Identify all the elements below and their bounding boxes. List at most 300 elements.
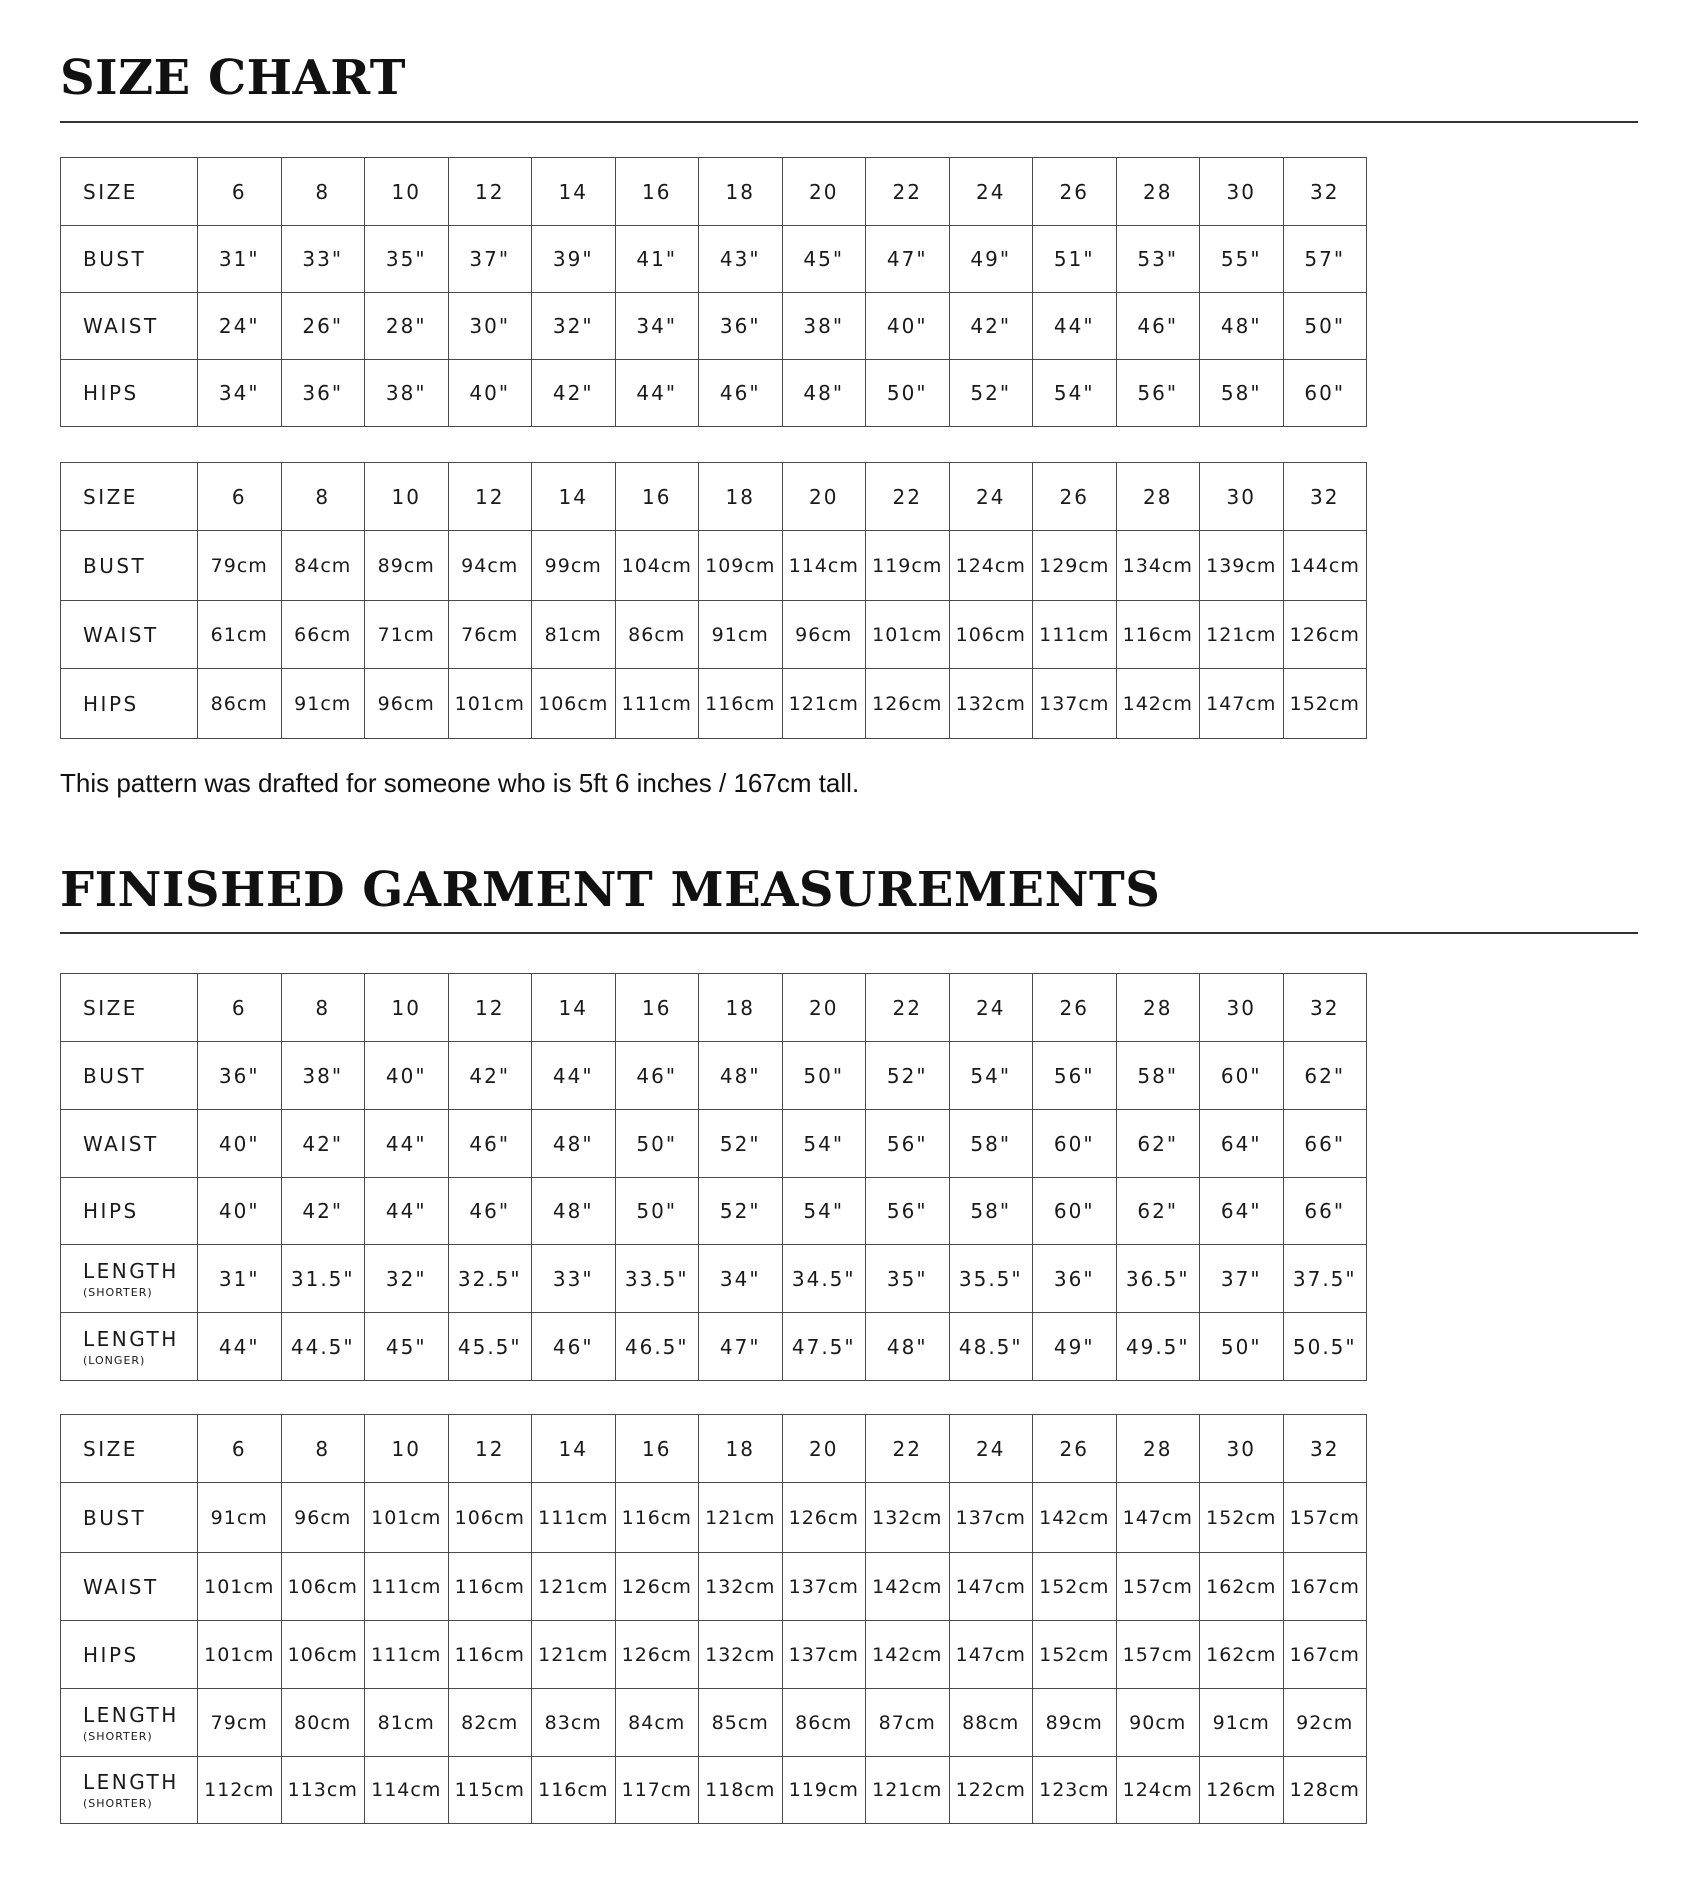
measurement-cell: 87cm <box>866 1689 950 1757</box>
measurement-cell: 91cm <box>699 601 783 669</box>
measurement-cell: 42" <box>448 1042 532 1110</box>
measurement-cell: 50" <box>866 360 950 427</box>
size-header-cell: 14 <box>532 974 616 1042</box>
size-header-cell: 8 <box>281 158 365 226</box>
measurement-cell: 49" <box>1033 1313 1117 1381</box>
row-label-cell <box>61 1042 198 1110</box>
measurement-cell: 82cm <box>448 1689 532 1757</box>
row-sublabel: (SHORTER) <box>83 1285 153 1299</box>
size-header-cell: 8 <box>281 1415 365 1483</box>
measurement-cell: 56" <box>866 1110 950 1178</box>
measurement-cell: 124cm <box>1116 1757 1200 1824</box>
measurement-cell: 96cm <box>365 669 449 739</box>
measurement-cell: 50" <box>1200 1313 1284 1381</box>
measurement-cell: 101cm <box>365 1483 449 1553</box>
measurement-cell: 46" <box>699 360 783 427</box>
size-header-cell: 30 <box>1200 1415 1284 1483</box>
measurement-cell: 56" <box>1116 360 1200 427</box>
size-header-cell: 6 <box>198 1415 282 1483</box>
measurement-cell: 142cm <box>866 1553 950 1621</box>
measurement-cell: 167cm <box>1283 1621 1367 1689</box>
size-label: SIZE <box>61 974 198 1042</box>
size-header-cell: 20 <box>782 974 866 1042</box>
row-label-cell <box>61 1313 198 1381</box>
measurement-cell: 80cm <box>281 1689 365 1757</box>
measurement-row <box>61 1313 1367 1381</box>
measurement-cell: 116cm <box>532 1757 616 1824</box>
measurement-cell: 106cm <box>281 1553 365 1621</box>
measurement-cell: 101cm <box>198 1553 282 1621</box>
size-header-cell: 24 <box>949 974 1033 1042</box>
measurement-cell: 101cm <box>198 1621 282 1689</box>
measurement-cell: 46.5" <box>615 1313 699 1381</box>
measurement-cell: 86cm <box>782 1689 866 1757</box>
measurement-cell: 40" <box>198 1178 282 1245</box>
measurement-row <box>61 669 1367 739</box>
measurement-cell: 123cm <box>1033 1757 1117 1824</box>
size-header-row <box>61 158 1367 226</box>
size-header-cell: 20 <box>782 463 866 531</box>
measurement-cell: 44" <box>615 360 699 427</box>
measurement-cell: 58" <box>949 1178 1033 1245</box>
size-header-cell: 8 <box>281 974 365 1042</box>
measurement-cell: 36" <box>198 1042 282 1110</box>
measurement-cell: 106cm <box>532 669 616 739</box>
measurement-cell: 42" <box>532 360 616 427</box>
measurement-cell: 126cm <box>1283 601 1367 669</box>
row-label-cell <box>61 1553 198 1621</box>
measurement-cell: 66" <box>1283 1110 1367 1178</box>
size-chart-metric-table <box>60 462 1367 739</box>
measurement-cell: 50" <box>615 1110 699 1178</box>
measurement-cell: 34" <box>198 360 282 427</box>
size-label: SIZE <box>61 158 198 226</box>
measurement-cell: 60" <box>1283 360 1367 427</box>
measurement-row <box>61 531 1367 601</box>
measurement-cell: 28" <box>365 293 449 360</box>
row-sublabel: (LONGER) <box>83 1353 146 1367</box>
measurement-cell: 101cm <box>866 601 950 669</box>
measurement-cell: 122cm <box>949 1757 1033 1824</box>
measurement-cell: 45.5" <box>448 1313 532 1381</box>
size-header-cell: 16 <box>615 463 699 531</box>
size-header-cell: 16 <box>615 158 699 226</box>
size-header-row <box>61 463 1367 531</box>
measurement-cell: 44" <box>532 1042 616 1110</box>
size-header-row <box>61 1415 1367 1483</box>
measurement-cell: 115cm <box>448 1757 532 1824</box>
measurement-cell: 39" <box>532 226 616 293</box>
measurement-cell: 126cm <box>782 1483 866 1553</box>
measurement-cell: 40" <box>365 1042 449 1110</box>
measurement-row <box>61 1553 1367 1621</box>
measurement-cell: 35.5" <box>949 1245 1033 1313</box>
measurement-row <box>61 293 1367 360</box>
measurement-cell: 111cm <box>1033 601 1117 669</box>
measurement-cell: 44" <box>1033 293 1117 360</box>
measurement-cell: 94cm <box>448 531 532 601</box>
row-label: HIPS <box>83 381 139 405</box>
finished-metric-table <box>60 1414 1367 1824</box>
measurement-cell: 44" <box>365 1110 449 1178</box>
size-header-cell: 26 <box>1033 1415 1117 1483</box>
measurement-cell: 106cm <box>448 1483 532 1553</box>
measurement-cell: 126cm <box>1200 1757 1284 1824</box>
measurement-cell: 48.5" <box>949 1313 1033 1381</box>
size-label: SIZE <box>61 463 198 531</box>
size-header-cell: 6 <box>198 158 282 226</box>
measurement-row <box>61 1757 1367 1824</box>
measurement-cell: 83cm <box>532 1689 616 1757</box>
measurement-cell: 104cm <box>615 531 699 601</box>
measurement-cell: 126cm <box>866 669 950 739</box>
size-header-row <box>61 974 1367 1042</box>
measurement-cell: 167cm <box>1283 1553 1367 1621</box>
measurement-cell: 49.5" <box>1116 1313 1200 1381</box>
measurement-cell: 48" <box>699 1042 783 1110</box>
measurement-row <box>61 601 1367 669</box>
measurement-cell: 32" <box>365 1245 449 1313</box>
measurement-row <box>61 1245 1367 1313</box>
measurement-cell: 48" <box>782 360 866 427</box>
size-header-cell: 32 <box>1283 1415 1367 1483</box>
measurement-cell: 137cm <box>782 1621 866 1689</box>
measurement-cell: 137cm <box>1033 669 1117 739</box>
measurement-cell: 81cm <box>365 1689 449 1757</box>
measurement-cell: 91cm <box>281 669 365 739</box>
size-header-cell: 14 <box>532 158 616 226</box>
size-header-cell: 22 <box>866 974 950 1042</box>
size-header-cell: 12 <box>448 463 532 531</box>
measurement-cell: 91cm <box>198 1483 282 1553</box>
measurement-cell: 52" <box>699 1178 783 1245</box>
measurement-cell: 124cm <box>949 531 1033 601</box>
size-header-cell: 12 <box>448 158 532 226</box>
size-header-cell: 16 <box>615 974 699 1042</box>
row-label: HIPS <box>83 1199 139 1223</box>
row-label: LENGTH <box>83 1258 179 1283</box>
pattern-height-note: This pattern was drafted for someone who is 5ft 6 inches / 167cm tall. <box>60 768 860 798</box>
measurement-cell: 36" <box>1033 1245 1117 1313</box>
measurement-cell: 111cm <box>532 1483 616 1553</box>
size-header-cell: 22 <box>866 463 950 531</box>
size-header-cell: 28 <box>1116 463 1200 531</box>
measurement-cell: 121cm <box>866 1757 950 1824</box>
row-label: WAIST <box>83 1574 159 1599</box>
size-header-cell: 18 <box>699 463 783 531</box>
measurement-cell: 147cm <box>1200 669 1284 739</box>
measurement-cell: 56" <box>1033 1042 1117 1110</box>
measurement-cell: 38" <box>782 293 866 360</box>
measurement-cell: 114cm <box>365 1757 449 1824</box>
measurement-cell: 54" <box>782 1178 866 1245</box>
size-header-cell: 10 <box>365 1415 449 1483</box>
measurement-cell: 49" <box>949 226 1033 293</box>
measurement-cell: 42" <box>949 293 1033 360</box>
size-header-cell: 8 <box>281 463 365 531</box>
measurement-cell: 57" <box>1283 226 1367 293</box>
row-sublabel: (SHORTER) <box>83 1729 153 1743</box>
size-header-cell: 18 <box>699 158 783 226</box>
measurement-cell: 47" <box>699 1313 783 1381</box>
size-header-cell: 30 <box>1200 463 1284 531</box>
size-header-cell: 6 <box>198 463 282 531</box>
measurement-cell: 157cm <box>1283 1483 1367 1553</box>
measurement-cell: 45" <box>365 1313 449 1381</box>
size-header-cell: 28 <box>1116 1415 1200 1483</box>
size-header-cell: 12 <box>448 1415 532 1483</box>
measurement-cell: 42" <box>281 1178 365 1245</box>
measurement-cell: 142cm <box>866 1621 950 1689</box>
measurement-cell: 144cm <box>1283 531 1367 601</box>
size-header-cell: 28 <box>1116 974 1200 1042</box>
measurement-cell: 45" <box>782 226 866 293</box>
measurement-cell: 142cm <box>1116 669 1200 739</box>
measurement-cell: 52" <box>699 1110 783 1178</box>
measurement-cell: 101cm <box>448 669 532 739</box>
size-chart-title: SIZE CHART <box>60 50 407 106</box>
row-label-cell <box>61 1245 198 1313</box>
measurement-cell: 119cm <box>866 531 950 601</box>
measurement-row <box>61 226 1367 293</box>
row-sublabel: (SHORTER) <box>83 1797 153 1810</box>
size-header-cell: 16 <box>615 1415 699 1483</box>
measurement-cell: 44" <box>365 1178 449 1245</box>
measurement-cell: 113cm <box>281 1757 365 1824</box>
row-label-cell <box>61 1757 198 1824</box>
measurement-cell: 114cm <box>782 531 866 601</box>
measurement-cell: 37" <box>448 226 532 293</box>
measurement-cell: 43" <box>699 226 783 293</box>
measurement-cell: 46" <box>1116 293 1200 360</box>
size-header-cell: 6 <box>198 974 282 1042</box>
measurement-cell: 99cm <box>532 531 616 601</box>
measurement-cell: 31" <box>198 226 282 293</box>
measurement-cell: 111cm <box>365 1553 449 1621</box>
measurement-cell: 152cm <box>1033 1621 1117 1689</box>
row-label-cell <box>61 1689 198 1757</box>
row-label: LENGTH <box>83 1770 179 1794</box>
measurement-cell: 47" <box>866 226 950 293</box>
measurement-cell: 35" <box>866 1245 950 1313</box>
measurement-cell: 91cm <box>1200 1689 1284 1757</box>
measurement-cell: 106cm <box>281 1621 365 1689</box>
measurement-cell: 85cm <box>699 1689 783 1757</box>
measurement-cell: 42" <box>281 1110 365 1178</box>
measurement-cell: 47.5" <box>782 1313 866 1381</box>
measurement-cell: 121cm <box>532 1621 616 1689</box>
row-label: BUST <box>83 553 147 578</box>
measurement-cell: 51" <box>1033 226 1117 293</box>
size-header-cell: 22 <box>866 1415 950 1483</box>
measurement-cell: 46" <box>615 1042 699 1110</box>
size-header-cell: 18 <box>699 974 783 1042</box>
size-chart-divider <box>60 121 1638 123</box>
measurement-row <box>61 1110 1367 1178</box>
measurement-cell: 31.5" <box>281 1245 365 1313</box>
row-label: BUST <box>83 1505 147 1530</box>
measurement-cell: 88cm <box>949 1689 1033 1757</box>
measurement-cell: 50" <box>615 1178 699 1245</box>
measurement-cell: 162cm <box>1200 1553 1284 1621</box>
measurement-cell: 46" <box>448 1178 532 1245</box>
finished-imperial-table <box>60 973 1367 1381</box>
measurement-cell: 26" <box>281 293 365 360</box>
size-header-cell: 10 <box>365 974 449 1042</box>
measurement-cell: 79cm <box>198 1689 282 1757</box>
measurement-cell: 121cm <box>532 1553 616 1621</box>
size-header-cell: 14 <box>532 463 616 531</box>
row-label-cell <box>61 1178 198 1245</box>
measurement-cell: 81cm <box>532 601 616 669</box>
size-header-cell: 26 <box>1033 463 1117 531</box>
measurement-cell: 37.5" <box>1283 1245 1367 1313</box>
measurement-cell: 96cm <box>281 1483 365 1553</box>
row-label-cell <box>61 531 198 601</box>
size-header-cell: 32 <box>1283 974 1367 1042</box>
measurement-cell: 36" <box>281 360 365 427</box>
measurement-cell: 38" <box>281 1042 365 1110</box>
measurement-cell: 60" <box>1033 1178 1117 1245</box>
row-label: HIPS <box>83 691 139 716</box>
measurement-cell: 76cm <box>448 601 532 669</box>
measurement-cell: 40" <box>198 1110 282 1178</box>
size-header-cell: 10 <box>365 158 449 226</box>
measurement-cell: 79cm <box>198 531 282 601</box>
measurement-cell: 54" <box>1033 360 1117 427</box>
measurement-cell: 132cm <box>699 1621 783 1689</box>
measurement-cell: 53" <box>1116 226 1200 293</box>
measurement-cell: 36.5" <box>1116 1245 1200 1313</box>
measurement-row <box>61 1178 1367 1245</box>
measurement-cell: 152cm <box>1200 1483 1284 1553</box>
measurement-cell: 36" <box>699 293 783 360</box>
row-label-cell <box>61 226 198 293</box>
row-label: LENGTH <box>83 1702 179 1727</box>
measurement-cell: 40" <box>448 360 532 427</box>
measurement-cell: 64" <box>1200 1110 1284 1178</box>
measurement-cell: 116cm <box>699 669 783 739</box>
measurement-cell: 147cm <box>949 1621 1033 1689</box>
measurement-cell: 117cm <box>615 1757 699 1824</box>
measurement-cell: 84cm <box>281 531 365 601</box>
row-label-cell <box>61 360 198 427</box>
measurement-cell: 121cm <box>1200 601 1284 669</box>
measurement-cell: 134cm <box>1116 531 1200 601</box>
measurement-cell: 58" <box>949 1110 1033 1178</box>
measurement-cell: 111cm <box>615 669 699 739</box>
measurement-cell: 106cm <box>949 601 1033 669</box>
measurement-cell: 64" <box>1200 1178 1284 1245</box>
measurement-cell: 60" <box>1200 1042 1284 1110</box>
measurement-cell: 58" <box>1200 360 1284 427</box>
measurement-cell: 86cm <box>198 669 282 739</box>
measurement-cell: 118cm <box>699 1757 783 1824</box>
size-header-cell: 32 <box>1283 158 1367 226</box>
measurement-cell: 126cm <box>615 1621 699 1689</box>
measurement-row <box>61 1042 1367 1110</box>
measurement-cell: 121cm <box>782 669 866 739</box>
measurement-cell: 41" <box>615 226 699 293</box>
measurement-row <box>61 1483 1367 1553</box>
size-header-cell: 20 <box>782 1415 866 1483</box>
row-label: WAIST <box>83 622 159 647</box>
measurement-cell: 48" <box>866 1313 950 1381</box>
size-header-cell: 14 <box>532 1415 616 1483</box>
row-label-cell <box>61 293 198 360</box>
measurement-cell: 24" <box>198 293 282 360</box>
measurement-cell: 89cm <box>1033 1689 1117 1757</box>
size-header-cell: 32 <box>1283 463 1367 531</box>
measurement-cell: 33" <box>281 226 365 293</box>
measurement-cell: 52" <box>866 1042 950 1110</box>
measurement-cell: 84cm <box>615 1689 699 1757</box>
measurement-cell: 32.5" <box>448 1245 532 1313</box>
size-header-cell: 24 <box>949 463 1033 531</box>
measurement-cell: 132cm <box>866 1483 950 1553</box>
measurement-cell: 89cm <box>365 531 449 601</box>
measurement-cell: 147cm <box>1116 1483 1200 1553</box>
measurement-cell: 132cm <box>699 1553 783 1621</box>
measurement-cell: 137cm <box>782 1553 866 1621</box>
measurement-cell: 38" <box>365 360 449 427</box>
measurement-cell: 116cm <box>1116 601 1200 669</box>
finished-garment-title: FINISHED GARMENT MEASUREMENTS <box>60 862 1161 918</box>
measurement-cell: 119cm <box>782 1757 866 1824</box>
measurement-cell: 126cm <box>615 1553 699 1621</box>
measurement-cell: 44" <box>198 1313 282 1381</box>
measurement-cell: 116cm <box>448 1553 532 1621</box>
measurement-cell: 50" <box>1283 293 1367 360</box>
row-label: WAIST <box>83 314 159 338</box>
measurement-cell: 157cm <box>1116 1621 1200 1689</box>
measurement-cell: 46" <box>448 1110 532 1178</box>
measurement-cell: 109cm <box>699 531 783 601</box>
row-label: HIPS <box>83 1642 139 1667</box>
measurement-cell: 32" <box>532 293 616 360</box>
measurement-row <box>61 1621 1367 1689</box>
measurement-cell: 34" <box>699 1245 783 1313</box>
row-label: BUST <box>83 1063 147 1088</box>
measurement-cell: 30" <box>448 293 532 360</box>
measurement-cell: 48" <box>532 1178 616 1245</box>
measurement-cell: 92cm <box>1283 1689 1367 1757</box>
measurement-cell: 66cm <box>281 601 365 669</box>
measurement-cell: 56" <box>866 1178 950 1245</box>
measurement-cell: 31" <box>198 1245 282 1313</box>
measurement-cell: 116cm <box>448 1621 532 1689</box>
measurement-cell: 52" <box>949 360 1033 427</box>
row-label-cell <box>61 1110 198 1178</box>
measurement-cell: 66" <box>1283 1178 1367 1245</box>
measurement-cell: 152cm <box>1033 1553 1117 1621</box>
measurement-cell: 142cm <box>1033 1483 1117 1553</box>
size-header-cell: 30 <box>1200 158 1284 226</box>
measurement-cell: 62" <box>1116 1178 1200 1245</box>
measurement-cell: 33.5" <box>615 1245 699 1313</box>
measurement-cell: 34.5" <box>782 1245 866 1313</box>
measurement-cell: 90cm <box>1116 1689 1200 1757</box>
row-label: WAIST <box>83 1131 159 1156</box>
size-header-cell: 18 <box>699 1415 783 1483</box>
measurement-cell: 139cm <box>1200 531 1284 601</box>
measurement-cell: 116cm <box>615 1483 699 1553</box>
size-header-cell: 12 <box>448 974 532 1042</box>
size-header-cell: 22 <box>866 158 950 226</box>
row-label-cell <box>61 1621 198 1689</box>
measurement-cell: 129cm <box>1033 531 1117 601</box>
measurement-cell: 60" <box>1033 1110 1117 1178</box>
